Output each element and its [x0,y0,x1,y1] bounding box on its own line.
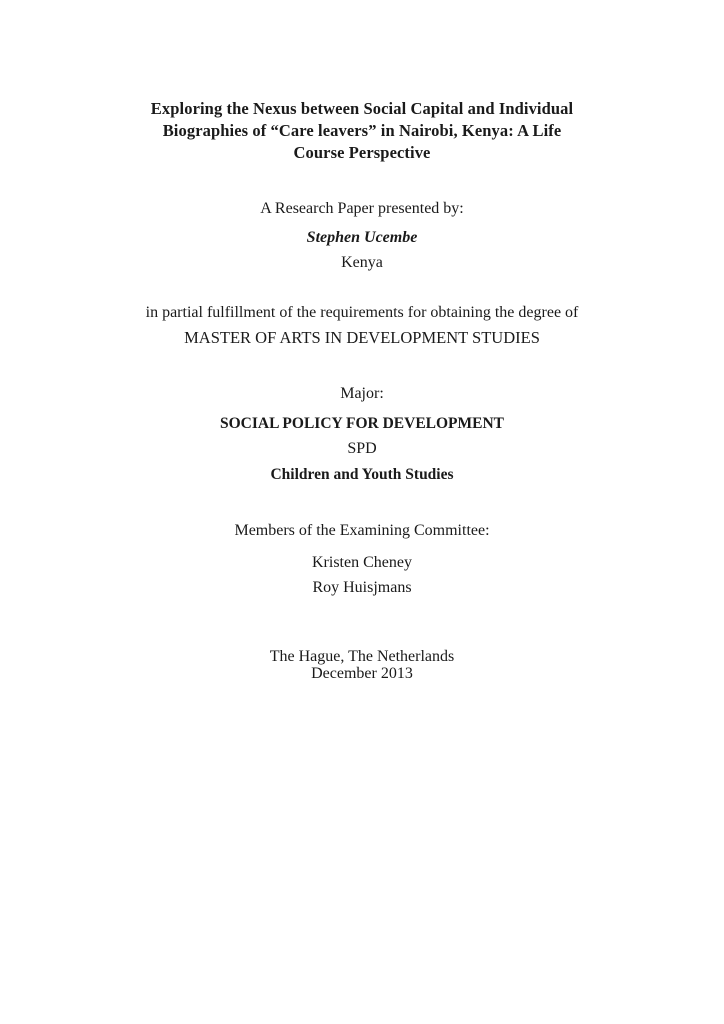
specialization: Children and Youth Studies [270,466,454,483]
major-label: Major: [340,385,384,402]
degree-requirement-text: in partial fulfillment of the requirements for obtaining the degree of [145,304,579,321]
committee-member: Roy Huisjmans [312,579,412,596]
degree-name: MASTER OF ARTS IN DEVELOPMENT STUDIES [184,328,540,347]
author-country: Kenya [341,254,383,271]
date: December 2013 [311,665,413,682]
thesis-title-line-1: Exploring the Nexus between Social Capital and Individual [150,99,574,118]
committee-member: Kristen Cheney [312,554,412,571]
presented-by-label: A Research Paper presented by: [260,200,464,217]
thesis-title-line-2: Biographies of “Care leavers” in Nairobi, Kenya: A Life [162,121,562,140]
major-name: SOCIAL POLICY FOR DEVELOPMENT [219,415,505,432]
major-abbreviation: SPD [347,440,377,457]
thesis-title-line-3: Course Perspective [293,143,431,162]
place: The Hague, The Netherlands [269,648,455,665]
committee-label: Members of the Examining Committee: [234,522,490,539]
author-name: Stephen Ucembe [306,229,418,246]
